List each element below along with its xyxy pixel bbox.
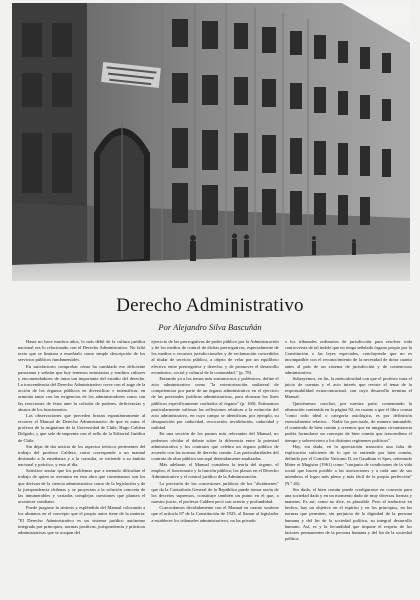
article-byline: Por Alejandro Silva Bascuñán	[158, 322, 262, 332]
paragraph: Sin dejar de dar noticia de los aspectos teóricos pertinentes del trabajo del profesor Caldera, como corresponde a un manual destinado a la enseñanza y a la consulta, se extiende a su ámbito nacional y práctico, y esto al día.	[18, 443, 146, 468]
building-photo	[12, 3, 410, 281]
paragraph: En una sección de los puntos más relevantes del Manual, no podemos olvidar el debate sobre la diferencia entre la potestad administrativa y los contratos que celebra un órgano público de acuerdo con las normas de derecho común. Las particularidades del contrato de obra pública son aquí detenidamente analizadas.	[151, 431, 279, 461]
column-3	[285, 339, 412, 597]
paragraph: Hasta no hace muchos años, lo más débil de la cultura jurídica nacional era lo relacionado con el Derecho Administrativo. No faltó texto que se limitara a enseñarlo como simple descripción de los servicios públicos fundamentales.	[18, 339, 146, 363]
article-title: Derecho Administrativo	[116, 295, 304, 316]
paragraph: ejercicio de las prerrogativas de poder público por la Administración y de los medios de control de dichas prerrogativas, especialmente de los medios o recursos jurisdiccionales y de reclamación concedidos al titular de servicio público, a objeto de velar por un equilibrio efectivo entre prerrogativa y derecho, y de promover el desarrollo económico, social y cultural de la comunidad." (p. 78).	[151, 339, 279, 375]
paragraph: Las observaciones que preceden brotan espontáneamente al recorrer el Manual de Derecho Administrativo de que es autor el profesor de la asignatura de la Universidad de Chile, Hugo Caldera Delgado, y que sale de imprenta con el sello de la Editorial Jurídica de Chile.	[18, 412, 146, 443]
paragraph: Quisiéramos concluir, por nuestra parte, comentando la afirmación contenida en la página 92, en cuanto a que el libro consta "como todo ideal o categoría axiológica, es por definición esencialmente relativo... Nadie ha precisado, de manera inmutable, el contenido de bien común y creemos que en ninguna circunstancia podría formularse un concepto de bien común que trascendiera el tiempo y sobreviviera a los distintos regímenes políticos".	[284, 400, 412, 443]
paragraph: Entrando ya a los temas más sustanciosos y polémicos, define el acto administrativo como "la exteriorización unilateral de competencias por parte de un órgano administrativo en el ejercicio de las potestades jurídicas administrativas, para alcanzar los fines públicos específicamente confiados al órgano" (p. 160). Estimamos particularmente valiosas las reflexiones relativas a la extinción del acto administrativo, en cuyo campo se identifican, por ejemplo, su desaparición por caducidad, revocación, invalidación, caducidad y nulidad.	[151, 375, 279, 431]
paragraph: La precisión de las concesiones jurídicas de los "dictámenes" que da la Contraloría General de la República puede tomar razón de los decretos supremos, constituye también un punto en el que, a nuestro juicio, el profesor Caldera pecó con acierto y profundidad.	[151, 480, 279, 505]
paragraph: Concordamos decididamente con el Manual en cuanto sostiene que el artículo 87 de la Constitución de 1925, al llamar al legislador a establecer los tribunales administrativos, no ha privado	[151, 505, 279, 523]
paragraph: a los tribunales ordinarios de jurisdicción para resolver toda controversia de tal índole que no tenga señalado órgano propio por la Constitución o las leyes especiales, concluyendo que no es incompatible con el reconocimiento de la necesidad de dotar cuanto antes al país de un sistema de jurisdicción y de contencioso administrativo.	[284, 339, 412, 375]
paragraph: Sin duda, el bien común puede configurarse en concreto para una sociedad dada y en un momento dado de muy diversas formas y maneras. Es así, como no dice, es plausible. Pero al traducirse en hechos, hay un objetivo en el espíritu y en los principios, en las normas que permiten, sin perjuicio de la dignidad de la persona humana y del fin de la sociedad política, su integral desarrollo humano. Así, es y la fecundidad que impone el respeto de los factores permanentes de la persona humana y del fin de la sociedad política.	[284, 486, 412, 541]
paragraph: Satisface anotar que los problemas que a menudo dificultan el trabajo de quien se aventura en esta obra que comentamos son los que derivan de la ciencia administrativa como de la legislación y de la jurisprudencia chilenas y se proyectan a la solución concreta de las innumerables y variadas complejas cuestiones que plantea el acontecer cotidiano.	[18, 468, 146, 505]
paragraph: Hay, sin duda, en la apreciación transcrita una falta de explicación suficiente de lo que se entiende por bien común, definido por el Concilio Vaticano II, en Gaudium et Spes, reiterando Mater et Magistra (1961) como "conjunto de condiciones de la vida social que hacen posible a las asociaciones y a cada uno de sus miembros el logro más pleno y más fácil de la propia perfección" (N.º 26).	[284, 443, 412, 486]
paragraph: En satisfactorio comprobar cómo ha cambiado ese deficiente panorama y señalar que hoy tenemos entusiastas y eruditos cultores y encomendadores de rama tan importante del estudio del derecho. La trascendencia del Derecho Administrativo crece con el auge de la acción de los órganos públicos en diversificar e intensificar, en armonía tanto con las exigencias de los administradores como con las reacciones de éstos ante la colisión de poderes, deficiencias y abusos de los funcionarios.	[18, 363, 146, 412]
paragraph: Subrayemos, en fin, la meticulosidad con que el profesor trata el juicio de cuentas y el acto interés que reviste el tema de la responsabilidad extracontractual, con cuyo desarrollo termina el Manual.	[284, 375, 412, 400]
article-body	[18, 339, 412, 597]
paragraph: Más adelante, el Manual considera la teoría del órgano, el empleo, el funcionario y la función pública; los planos en el Derecho Administrativo y el control jurídico de la Administración.	[151, 462, 279, 480]
column-1	[18, 339, 145, 597]
paragraph: Puede juzgarse la síntesis y espléndida del Manual colocando a los alumnos en el concepto que el propio autor tiene de la materia: "El Derecho Administrativo es un sistema jurídico autónomo integrado por principios, normas positivas, jurisprudencia y prácticas administrativas que se ocupan del	[18, 505, 146, 535]
column-2	[151, 339, 278, 597]
